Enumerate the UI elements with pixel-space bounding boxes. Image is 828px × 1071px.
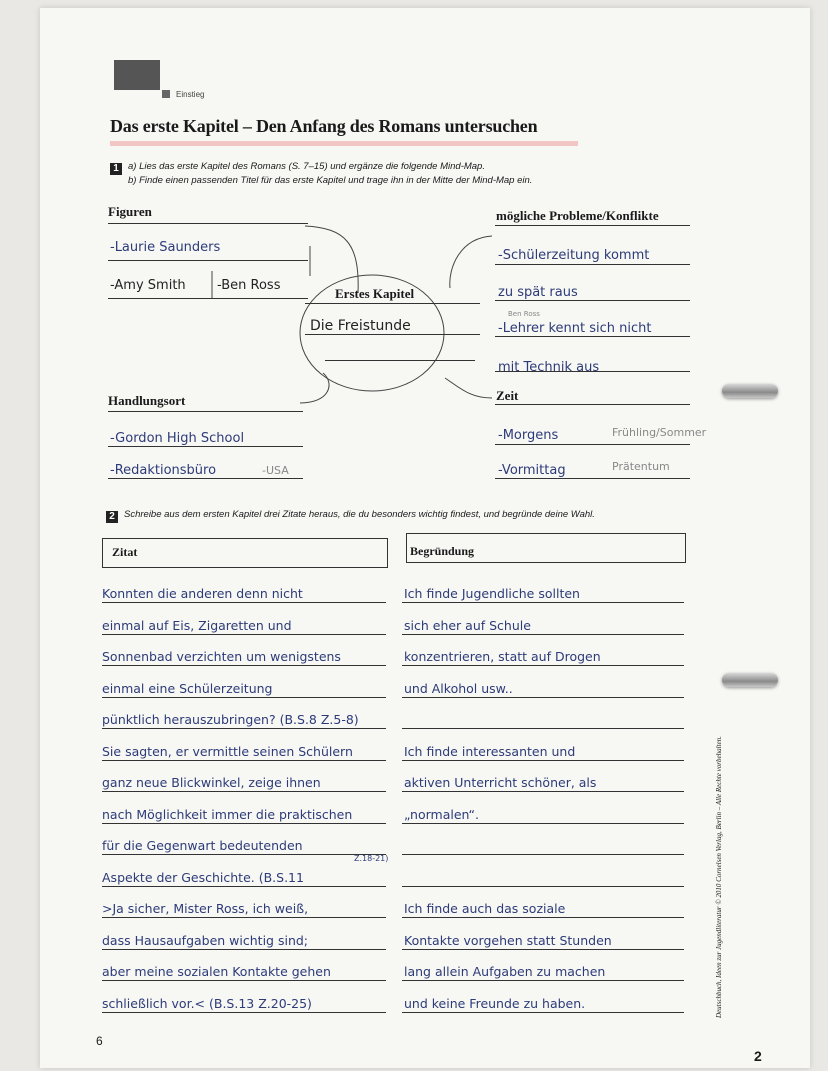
begruendung-line: Ich finde interessanten und <box>404 744 576 759</box>
begruendung-rule <box>402 602 684 603</box>
zitat-line: pünktlich herauszubringen? (B.S.8 Z.5-8) <box>102 712 359 727</box>
begruendung-rule <box>402 886 684 887</box>
zitat-rule <box>102 1012 386 1013</box>
zitat-line: >Ja sicher, Mister Ross, ich weiß, <box>102 901 309 916</box>
zitat-rule <box>102 760 386 761</box>
begruendung-rule <box>402 980 684 981</box>
handlungsort-entry-1: -Gordon High School <box>110 431 245 446</box>
task2-text: Schreibe aus dem ersten Kapitel drei Zitate heraus, die du besonders wichtig findest, und begründe deine Wahl. <box>124 509 595 520</box>
figuren-line-1 <box>108 223 308 224</box>
figuren-label: Figuren <box>108 204 152 219</box>
zitat-line: Konnten die anderen denn nicht <box>102 586 303 601</box>
connector-handlungsort <box>300 373 329 403</box>
zitat-header: Zitat <box>112 545 138 559</box>
zitat-line: Aspekte der Geschichte. (B.S.11 <box>102 870 304 885</box>
worksheet-page <box>40 8 810 1068</box>
zitat-line: ganz neue Blickwinkel, zeige ihnen <box>102 775 321 790</box>
probleme-line-2 <box>495 300 690 301</box>
figuren-line-3 <box>108 298 308 299</box>
zeit-label: Zeit <box>496 388 519 403</box>
connector-zeit <box>445 378 492 398</box>
zitat-header-box <box>102 538 388 568</box>
zitat-rule <box>102 980 386 981</box>
task1-line-a: a) Lies das erste Kapitel des Romans (S. 7–15) und ergänze die folgende Mind-Map. <box>128 161 485 172</box>
center-line-1 <box>305 303 480 304</box>
handlungsort-entry-2: -Redaktionsbüro <box>110 463 217 478</box>
begruendung-line: lang allein Aufgaben zu machen <box>404 964 606 979</box>
center-line-3 <box>325 360 475 361</box>
begruendung-rule <box>402 791 684 792</box>
zitat-line: Sie sagten, er vermittle seinen Schülern <box>102 744 353 759</box>
zitat-rule <box>102 697 386 698</box>
figuren-line-2 <box>108 260 308 261</box>
begruendung-rule <box>402 1012 684 1013</box>
binder-ring-bottom <box>722 673 778 687</box>
header-section: Einstieg <box>176 90 205 99</box>
begruendung-header: Begründung <box>410 544 475 558</box>
center-label: Erstes Kapitel <box>335 286 415 301</box>
zitat-rule <box>102 634 386 635</box>
task2-number: 2 <box>106 511 118 523</box>
zitat-note: Z.18-21) <box>354 854 389 863</box>
zitat-rule <box>102 665 386 666</box>
binder-ring-top <box>722 384 778 398</box>
handlungsort-line-1 <box>108 411 303 412</box>
zitat-rule <box>102 602 386 603</box>
begruendung-line: Ich finde auch das soziale <box>404 901 566 916</box>
begruendung-rule <box>402 949 684 950</box>
center-line-2 <box>305 334 480 335</box>
probleme-line-0 <box>495 225 690 226</box>
begruendung-rule <box>402 854 684 855</box>
begruendung-line: aktiven Unterricht schöner, als <box>404 775 597 790</box>
zitat-line: für die Gegenwart bedeutenden <box>102 838 303 853</box>
probleme-line-3 <box>495 336 690 337</box>
handlungsort-label: Handlungsort <box>108 393 186 408</box>
begruendung-line: und Alkohol usw.. <box>404 681 513 696</box>
zitat-rule <box>102 854 386 855</box>
zitat-line: einmal auf Eis, Zigaretten und <box>102 618 292 633</box>
zeit-note-2: Prätentum <box>612 460 670 473</box>
zitat-rule <box>102 917 386 918</box>
probleme-entry-3: -Lehrer kennt sich nicht <box>498 321 652 336</box>
zitat-line: Sonnenbad verzichten um wenigstens <box>102 649 341 664</box>
figuren-entry-2: -Amy Smith <box>110 278 186 293</box>
zitat-line: nach Möglichkeit immer die praktischen <box>102 807 353 822</box>
task1-line-b: b) Finde einen passenden Titel für das erste Kapitel und trage ihn in der Mitte der Mind-Map ein. <box>128 175 533 186</box>
probleme-entry-4: mit Technik aus <box>498 360 600 375</box>
connector-figuren <box>305 226 358 293</box>
zitat-rule <box>102 823 386 824</box>
zeit-entry-2: -Vormittag <box>498 463 566 478</box>
figuren-entry-1: -Laurie Saunders <box>110 240 221 255</box>
begruendung-line: Kontakte vorgehen statt Stunden <box>404 933 612 948</box>
page-title: Das erste Kapitel – Den Anfang des Romans untersuchen <box>110 116 538 136</box>
copyright-vertical: Deutschbuch, Ideen zur Jugendliteratur © 2010 Cornelsen Verlag, Berlin – Alle Rechte vorbehalten. <box>715 736 723 1018</box>
zeit-note-1: Frühling/Sommer <box>612 426 707 439</box>
probleme-line-1 <box>495 264 690 265</box>
probleme-entry-2: zu spät raus <box>498 285 578 300</box>
probleme-note: Ben Ross <box>508 310 540 318</box>
begruendung-line: sich eher auf Schule <box>404 618 531 633</box>
begruendung-line: „normalen“. <box>404 807 479 822</box>
begruendung-rule <box>402 697 684 698</box>
zeit-line-2 <box>495 444 690 445</box>
begruendung-line: Ich finde Jugendliche sollten <box>404 586 580 601</box>
page-number-left: 6 <box>96 1034 103 1048</box>
zitat-line: aber meine sozialen Kontakte gehen <box>102 964 331 979</box>
begruendung-line: und keine Freunde zu haben. <box>404 996 586 1011</box>
zitat-rule <box>102 886 386 887</box>
zitat-line: schließlich vor.< (B.S.13 Z.20-25) <box>102 996 312 1011</box>
zitat-rule <box>102 791 386 792</box>
begruendung-rule <box>402 665 684 666</box>
zeit-entry-1: -Morgens <box>498 428 559 443</box>
figuren-entry-3: -Ben Ross <box>217 278 281 293</box>
begruendung-rule <box>402 634 684 635</box>
page-number-right: 2 <box>754 1048 762 1064</box>
begruendung-rule <box>402 823 684 824</box>
handlungsort-line-2 <box>108 446 303 447</box>
zitat-line: dass Hausaufgaben wichtig sind; <box>102 933 309 948</box>
zitat-rule <box>102 949 386 950</box>
center-value: Die Freistunde <box>310 318 411 334</box>
handlungsort-note: -USA <box>262 464 289 477</box>
begruendung-rule <box>402 728 684 729</box>
connector-probleme <box>450 236 492 288</box>
zitat-line: einmal eine Schülerzeitung <box>102 681 273 696</box>
begruendung-line: konzentrieren, statt auf Drogen <box>404 649 601 664</box>
begruendung-rule <box>402 917 684 918</box>
zitat-rule <box>102 728 386 729</box>
begruendung-rule <box>402 760 684 761</box>
handlungsort-line-3 <box>108 478 303 479</box>
probleme-entry-1: -Schülerzeitung kommt <box>498 248 650 263</box>
zeit-line-3 <box>495 478 690 479</box>
probleme-label: mögliche Probleme/Konflikte <box>496 208 659 223</box>
task1-number: 1 <box>110 163 122 175</box>
zeit-line-1 <box>495 404 690 405</box>
